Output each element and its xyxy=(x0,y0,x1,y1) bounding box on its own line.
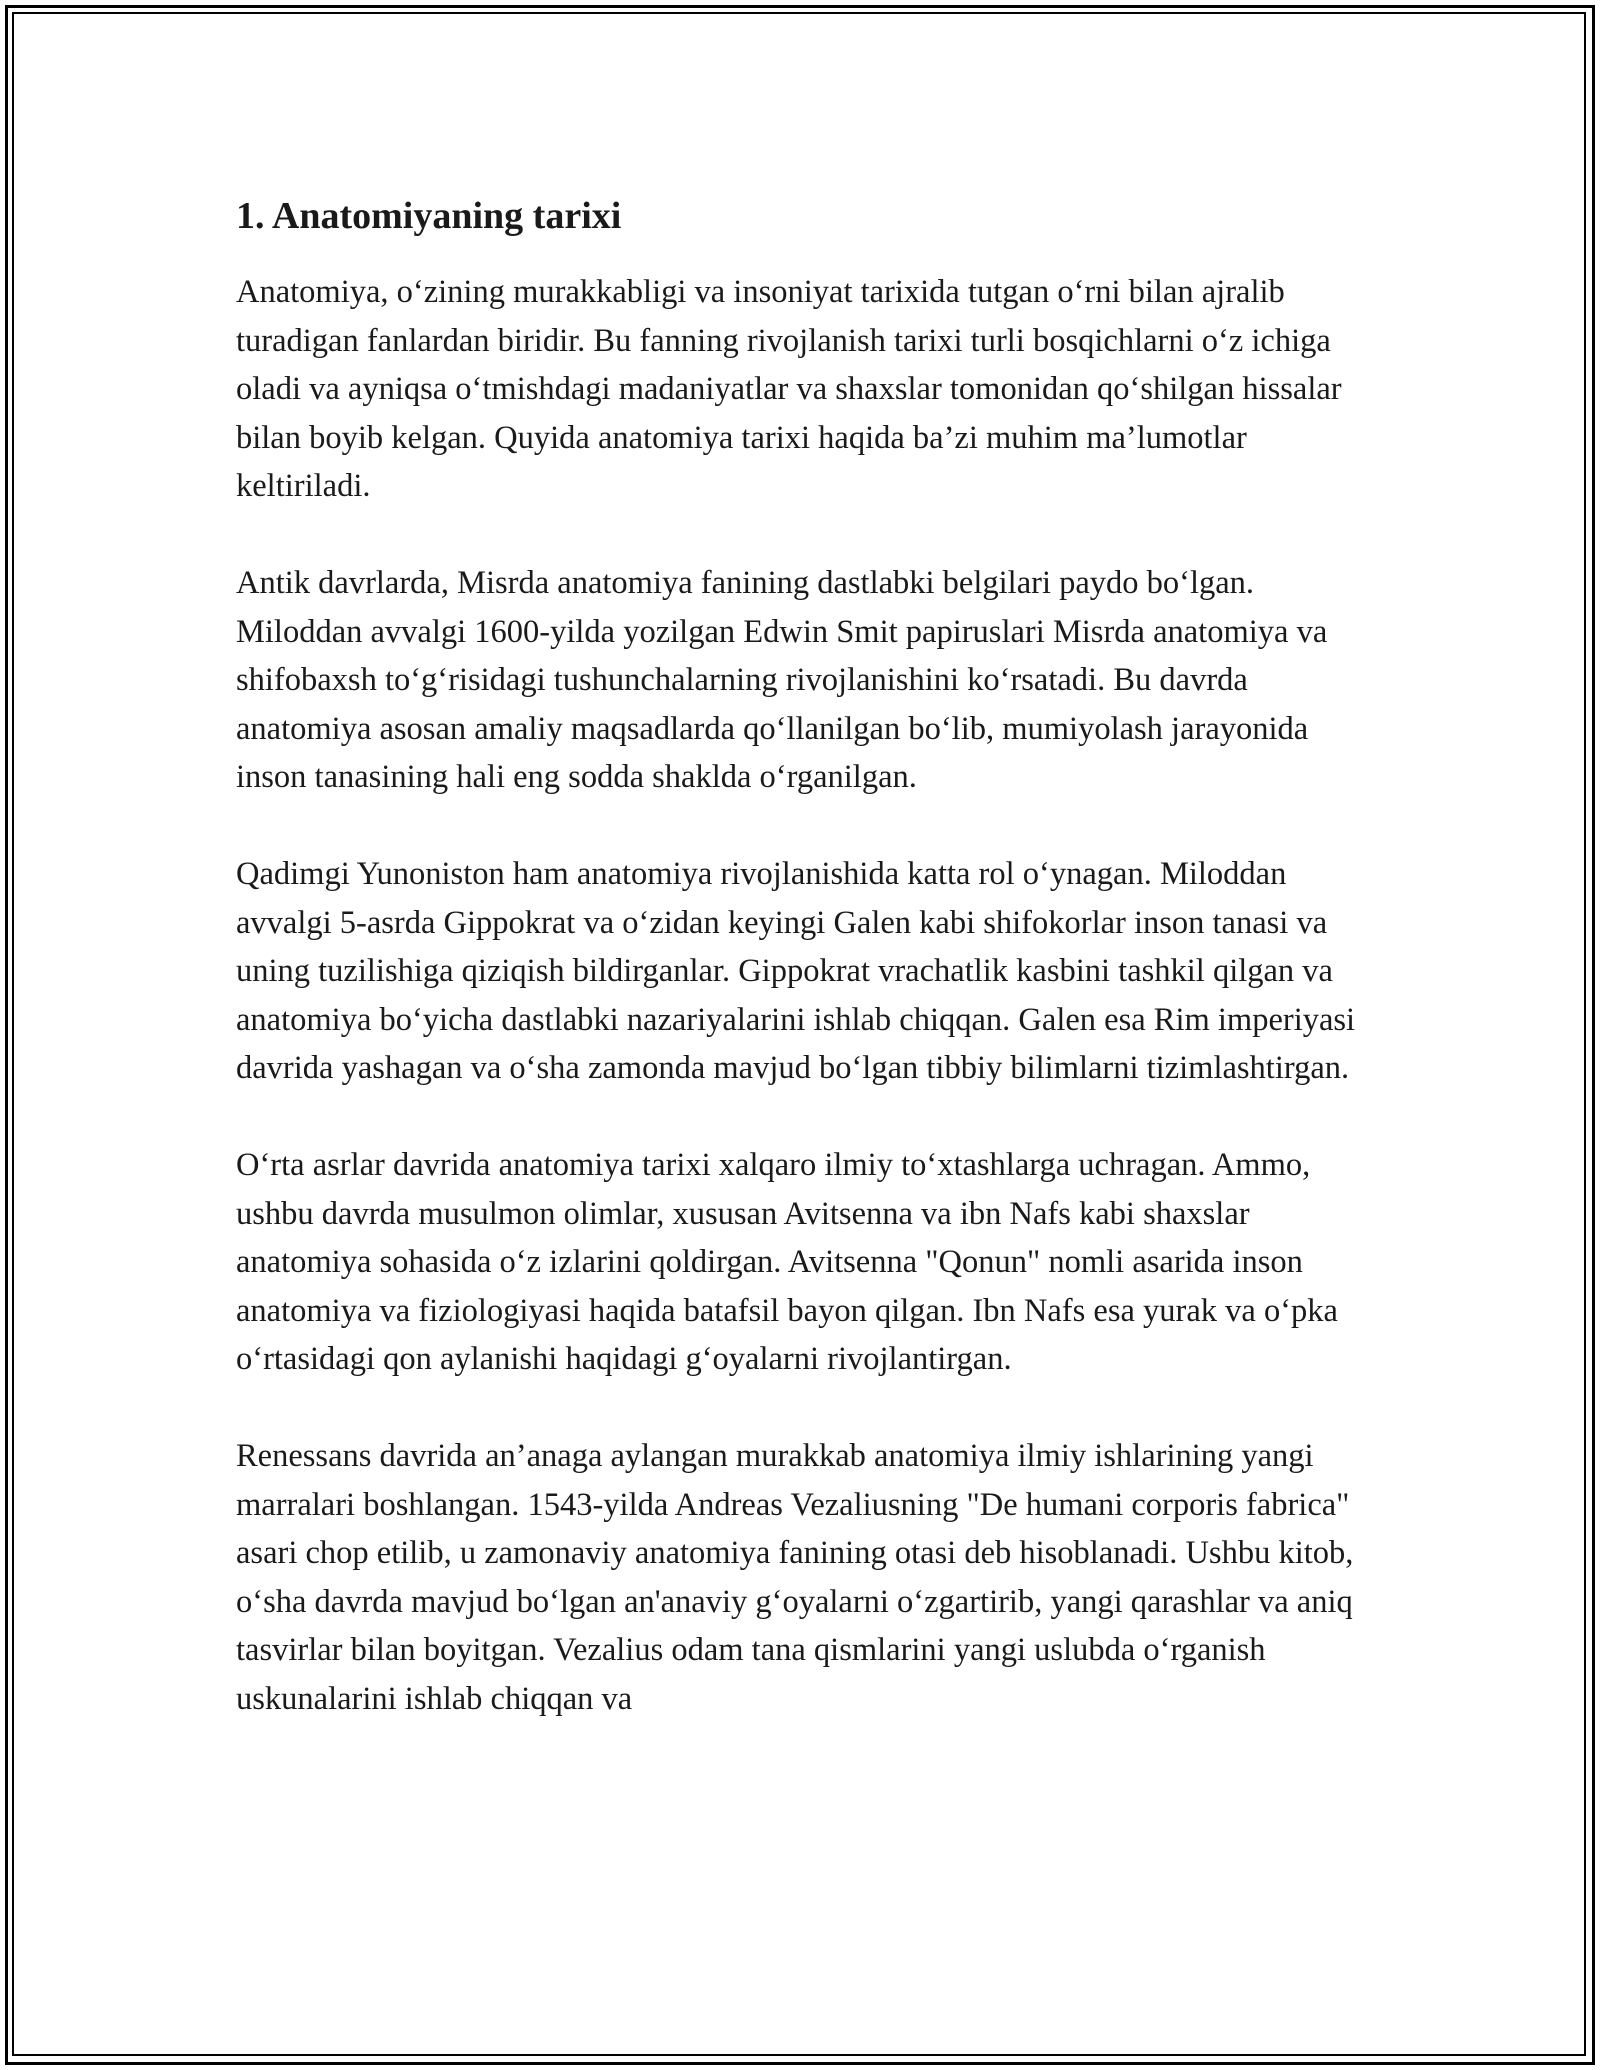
paragraph-2: Antik davrlarda, Misrda anatomiya fanining dastlabki belgilari paydo bo‘lgan. Miloddan avvalgi 1600-yilda yozilgan Edwin Smit papiruslari Misrda anatomiya va shifobaxsh to‘g‘risidagi tushunchalarning rivojlanishini ko‘rsatadi. Bu davrda anatomiya asosan amaliy maqsadlarda qo‘llanilgan bo‘lib, mumiyolash jarayonida inson tanasining hali eng sodda shaklda o‘rganilgan. xyxy=(236,565,1328,795)
paragraph-5: Renessans davrida an’anaga aylangan murakkab anatomiya ilmiy ishlarining yangi marralari boshlangan. 1543-yilda Andreas Vezaliusning "De humani corporis fabrica" asari chop etilib, u zamonaviy anatomiya fanining otasi deb hisoblanadi. Ushbu kitob, o‘sha davrda mavjud bo‘lgan an'anaviy g‘oyalarni o‘zgartirib, yangi qarashlar va aniq tasvirlar bilan boyitgan. Vezalius odam tana qismlarini yangi uslubda o‘rganish uskunalarini ishlab chiqqan va xyxy=(236,1438,1354,1717)
paragraph-4: O‘rta asrlar davrida anatomiya tarixi xalqaro ilmiy to‘xtashlarga uchragan. Ammo, ushbu davrda musulmon olimlar, xususan Avitsenna va ibn Nafs kabi shaxslar anatomiya sohasida o‘z izlarini qoldirgan. Avitsenna "Qonun" nomli asarida inson anatomiya va fiziologiyasi haqida batafsil bayon qilgan. Ibn Nafs esa yurak va o‘pka o‘rtasidagi qon aylanishi haqidagi g‘oyalarni rivojlantirgan. xyxy=(236,1147,1338,1377)
document-body xyxy=(236,188,1386,1772)
paragraph-3: Qadimgi Yunoniston ham anatomiya rivojlanishida katta rol o‘ynagan. Miloddan avvalgi 5-asrda Gippokrat va o‘zidan keyingi Galen kabi shifokorlar inson tanasi va uning tuzilishiga qiziqish bildirganlar. Gippokrat vrachatlik kasbini tashkil qilgan va anatomiya bo‘yicha dastlabki nazariyalarini ishlab chiqqan. Galen esa Rim imperiyasi davrida yashagan va o‘sha zamonda mavjud bo‘lgan tibbiy bilimlarni tizimlashtirgan. xyxy=(236,856,1356,1086)
paragraph-1: Anatomiya, o‘zining murakkabligi va insoniyat tarixida tutgan o‘rni bilan ajralib turadigan fanlardan biridir. Bu fanning rivojlanish tarixi turli bosqichlarni o‘z ichiga oladi va ayniqsa o‘tmishdagi madaniyatlar va shaxslar tomonidan qo‘shilgan hissalar bilan boyib kelgan. Quyida anatomiya tarixi haqida ba’zi muhim ma’lumotlar keltiriladi. xyxy=(236,274,1342,504)
page-title: 1. Anatomiyaning tarixi xyxy=(236,195,622,237)
